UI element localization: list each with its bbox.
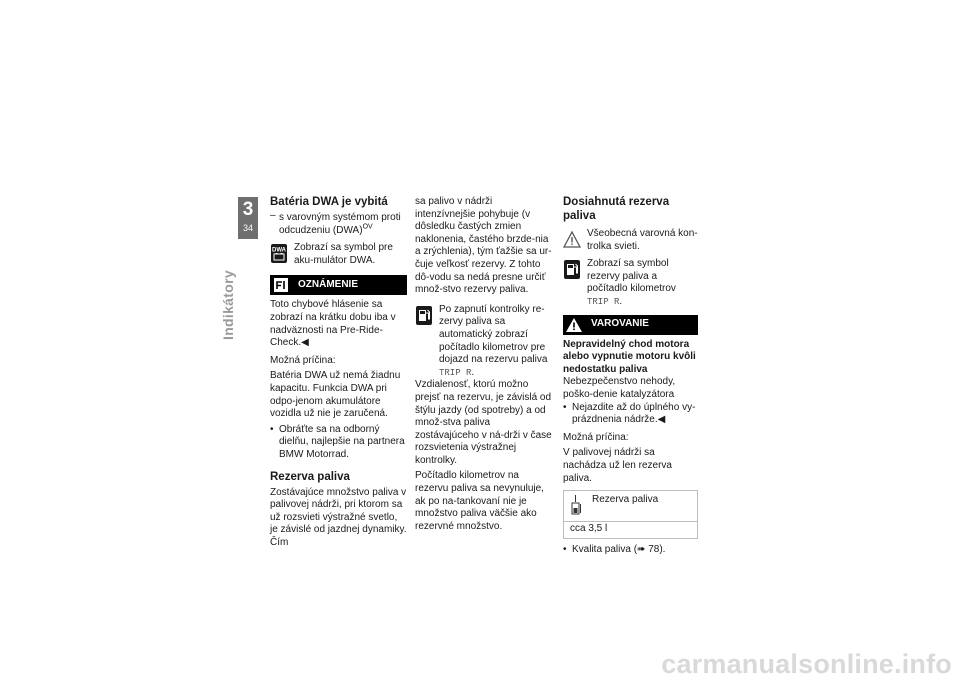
notice-label: OZNÁMENIE xyxy=(298,279,358,291)
fuel-reserve-text-a: Zobrazí sa symbol rezervy paliva a počítadlo kilometrov xyxy=(587,258,676,295)
reserve-table-head xyxy=(564,491,697,522)
reserve-table-header: Rezerva paliva xyxy=(592,494,659,506)
fuel-pump-icon xyxy=(563,260,581,279)
condition-text: s varovným systémom proti odcudzeniu (DWA) xyxy=(279,212,401,236)
chapter-side-label: Indikátory xyxy=(220,270,236,340)
cause-label: Možná príčina: xyxy=(270,354,336,366)
page-ref-arrow-icon: ➠ xyxy=(637,543,646,555)
condition-sup: OV xyxy=(362,223,373,231)
odometer-text: Počítadlo kilometrov na rezervu paliva sa nevynuluje, ak po na-tankovaní nie je množstvo paliva väčšie ako rezervné množstvo. xyxy=(415,470,544,532)
dwa-symbol-text: Zobrazí sa symbol pre aku-mulátor DWA. xyxy=(294,242,393,266)
action-bullet: • Obráťte sa na odborný dielňu, najlepšie na partnera BMW Motorrad. xyxy=(270,424,407,462)
chapter-marker xyxy=(238,197,258,239)
section-title-dwa-battery: Batéria DWA je vybitá xyxy=(270,196,388,208)
chapter-number: 3 xyxy=(242,199,254,220)
reserve-table-value: cca 3,5 l xyxy=(570,523,608,535)
warning-triangle-icon xyxy=(563,230,581,249)
trip-r-code: TRIP R xyxy=(587,296,620,307)
fuel-reserve-symbol-row xyxy=(563,258,698,308)
fuel-symbol-text-a: Po zapnutí kontrolky re-zervy paliva sa automatický zobrazí počítadlo kilometrov pre dojazd na rezervu paliva xyxy=(439,303,548,366)
column-2 xyxy=(415,196,552,536)
cause-text: V palivovej nádrži sa nachádza už len rezerva paliva. xyxy=(563,447,672,484)
notice-text: Toto chybové hlásenie sa zobrazí na krátku dobu iba v nadväznosti na Pre-Ride-Check.◀ xyxy=(270,299,396,349)
watermark: carmanualsonline.info xyxy=(661,649,952,679)
reserve-table xyxy=(563,490,698,539)
condition-item xyxy=(270,212,407,237)
fuel-tank-icon xyxy=(570,494,584,516)
fuel-reserve-text-b: . xyxy=(619,295,623,307)
notice-icon xyxy=(272,277,290,293)
dwa-icon-label: DWA xyxy=(272,247,286,254)
column-3 xyxy=(563,195,698,556)
cause-text: Batéria DWA už nemá žiadnu kapacitu. Funkcia DWA pri odpo-jenom akumulátore vozidla už nie je zaručená. xyxy=(270,370,401,420)
section-title-fuel-reserve: Rezerva paliva xyxy=(270,470,350,483)
page-number: 34 xyxy=(242,223,253,233)
cause-label: Možná príčina: xyxy=(563,431,629,443)
general-warning-row xyxy=(563,228,698,253)
section-title-reserve-reached: Dosiahnutá rezerva paliva xyxy=(563,196,670,222)
reserve-text-continued: sa palivo v nádrži intenzívnejšie pohybuje (v dôsledku častých zmien naklonenia, častého brzde-nia a zrýchlenia), tým ťažšie sa ur-čuje veľkosť rezervy. Z tohto dô-vodu sa nedá presne určiť množ-stvo rezervy paliva. xyxy=(415,196,552,296)
warning-heading: Nepravidelný chod motora alebo vypnutie motoru kvôli nedostatku paliva xyxy=(563,338,696,375)
fuel-symbol-row xyxy=(415,304,552,380)
warning-text: Nebezpečenstvo nehody, poško-denie katalyzátora xyxy=(563,376,676,400)
fuel-quality-bullet xyxy=(563,544,698,557)
fuel-symbol-text xyxy=(439,304,552,380)
warning-bullet: • Nejazdite až do úplného vy-prázdnenia nádrže.◀ xyxy=(563,402,698,427)
trip-r-code: TRIP R xyxy=(439,367,472,378)
distance-text: Vzdialenosť, ktorú možno prejsť na rezervu, je závislá od štýlu jazdy (od spotreby) a od množ-stva paliva zostávajúceho v ná-drži v čase rozsvietenia výstražnej kontrolky. xyxy=(415,379,552,466)
fuel-reserve-symbol-text xyxy=(587,258,698,308)
fuel-quality-ref-b: 78). xyxy=(645,543,666,555)
general-warning-text: Všeobecná varovná kon-trolka svieti. xyxy=(587,228,698,252)
warning-triangle-icon xyxy=(565,317,583,333)
dwa-symbol-row xyxy=(270,242,407,267)
fuel-quality-ref-a: Kvalita paliva ( xyxy=(572,543,638,555)
fuel-symbol-text-b: . xyxy=(471,366,475,378)
notice-bar xyxy=(270,275,407,295)
warning-label: VAROVANIE xyxy=(591,318,649,330)
reserve-text: Zostávajúce množstvo paliva v palivovej nádrži, pri ktorom sa už rozsvieti výstražné svetlo, je závislé od jazdnej dynamiky. Čím xyxy=(270,486,407,548)
warning-bar xyxy=(563,315,698,335)
fuel-pump-icon xyxy=(415,306,433,325)
dwa-battery-icon xyxy=(270,244,288,263)
column-1 xyxy=(270,195,407,552)
